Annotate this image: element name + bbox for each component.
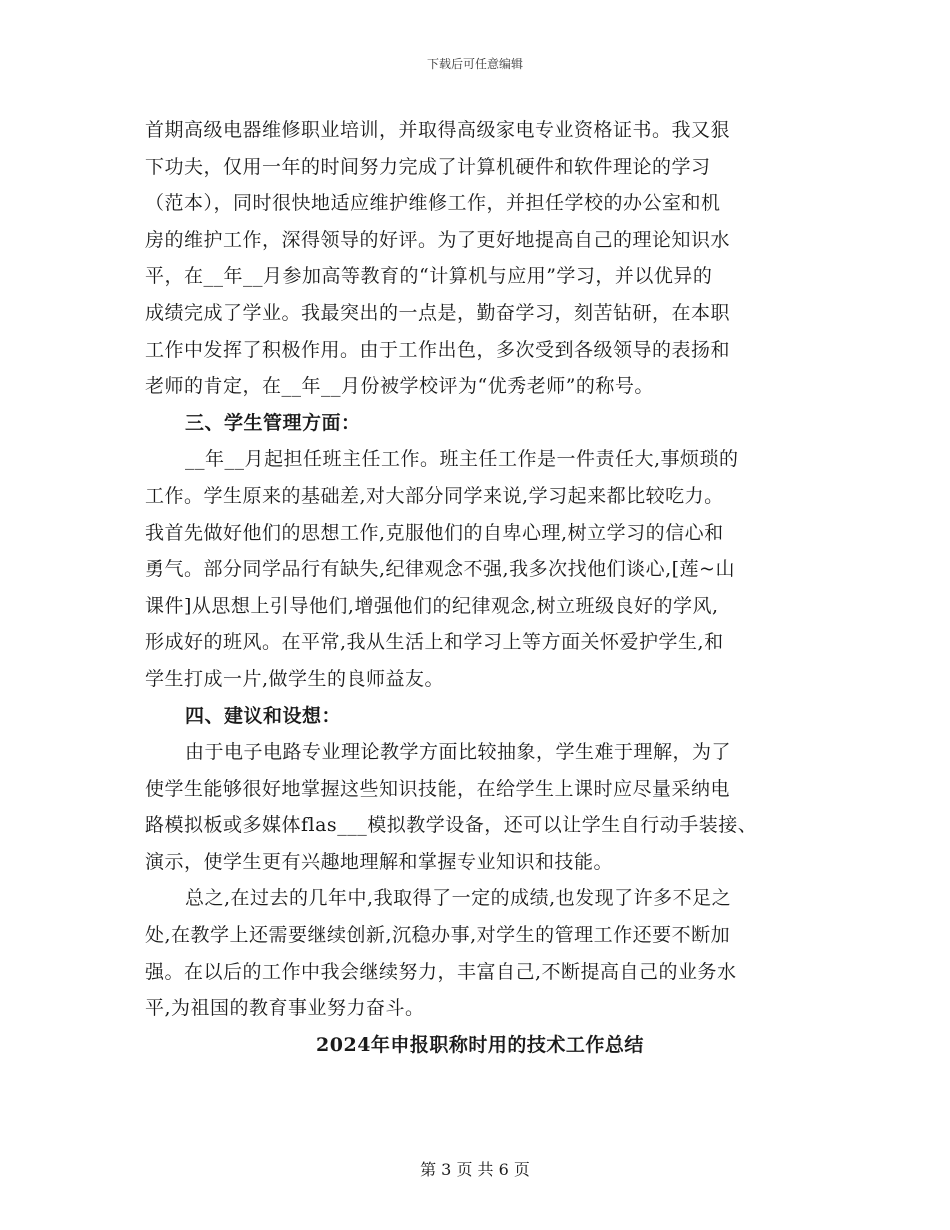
page-number-footer: 第 3 页 共 6 页 bbox=[420, 1160, 530, 1179]
body-line: __年__月起担任班主任工作。班主任工作是一件责任大,事烦琐的 bbox=[185, 448, 739, 471]
body-line: 由于电子电路专业理论教学方面比较抽象，学生难于理解，为了 bbox=[185, 741, 732, 764]
body-line: 成绩完成了学业。我最突出的一点是，勤奋学习，刻苦钻研，在本职 bbox=[145, 301, 731, 324]
body-line: 工作。学生原来的基础差,对大部分同学来说,学习起来都比较吃力。 bbox=[145, 484, 724, 507]
body-line: 首期高级电器维修职业培训，并取得高级家电专业资格证书。我又狠 bbox=[145, 119, 731, 141]
body-line: 学生打成一片,做学生的良师益友。 bbox=[145, 667, 445, 690]
body-line: 强。在以后的工作中我会继续努力，丰富自己,不断提高自己的业务水 bbox=[145, 960, 737, 983]
body-line: 课件]从思想上引导他们,增强他们的纪律观念,树立班级良好的学风, bbox=[145, 594, 719, 617]
body-line: 处,在教学上还需要继续创新,沉稳办事,对学生的管理工作还要不断加 bbox=[145, 924, 731, 947]
document-title: 2024年申报职称时用的技术工作总结 bbox=[316, 1033, 644, 1056]
body-line: 总之,在过去的几年中,我取得了一定的成绩,也发现了许多不足之 bbox=[185, 887, 732, 910]
body-line: 老师的肯定，在__年__月份被学校评为“优秀老师”的称号。 bbox=[145, 375, 654, 398]
body-line: 使学生能够很好地掌握这些知识技能，在给学生上课时应尽量采纳电 bbox=[145, 777, 731, 800]
body-line: 下功夫，仅用一年的时间努力完成了计算机硬件和软件理论的学习 bbox=[145, 155, 711, 178]
document-body bbox=[145, 112, 825, 1063]
body-line: 我首先做好他们的思想工作,克服他们的自卑心理,树立学习的信心和 bbox=[145, 521, 724, 544]
body-line: 勇气。部分同学品行有缺失,纪律观念不强,我多次找他们谈心,[莲~山 bbox=[145, 558, 735, 581]
body-line: 工作中发挥了积极作用。由于工作出色，多次受到各级领导的表扬和 bbox=[145, 338, 731, 361]
page-header: 下载后可任意编辑 bbox=[426, 57, 523, 71]
body-line: 平,为祖国的教育事业努力奋斗。 bbox=[145, 997, 425, 1020]
body-line: 演示，使学生更有兴趣地理解和掌握专业知识和技能。 bbox=[145, 850, 614, 873]
body-line: 形成好的班风。在平常,我从生活上和学习上等方面关怀爱护学生,和 bbox=[145, 631, 724, 654]
body-line: 路模拟板或多媒体flas___模拟教学设备，还可以让学生自行动手装接、 bbox=[145, 814, 758, 837]
section-heading-suggestions: 四、建议和设想： bbox=[185, 704, 342, 727]
section-heading-student-management: 三、学生管理方面： bbox=[185, 411, 361, 434]
body-line: （范本），同时很快地适应维护维修工作，并担任学校的办公室和机 bbox=[145, 192, 721, 215]
body-line: 房的维护工作，深得领导的好评。为了更好地提高自己的理论知识水 bbox=[145, 228, 731, 251]
body-line: 平，在__年__月参加高等教育的“计算机与应用”学习，并以优异的 bbox=[145, 265, 713, 288]
